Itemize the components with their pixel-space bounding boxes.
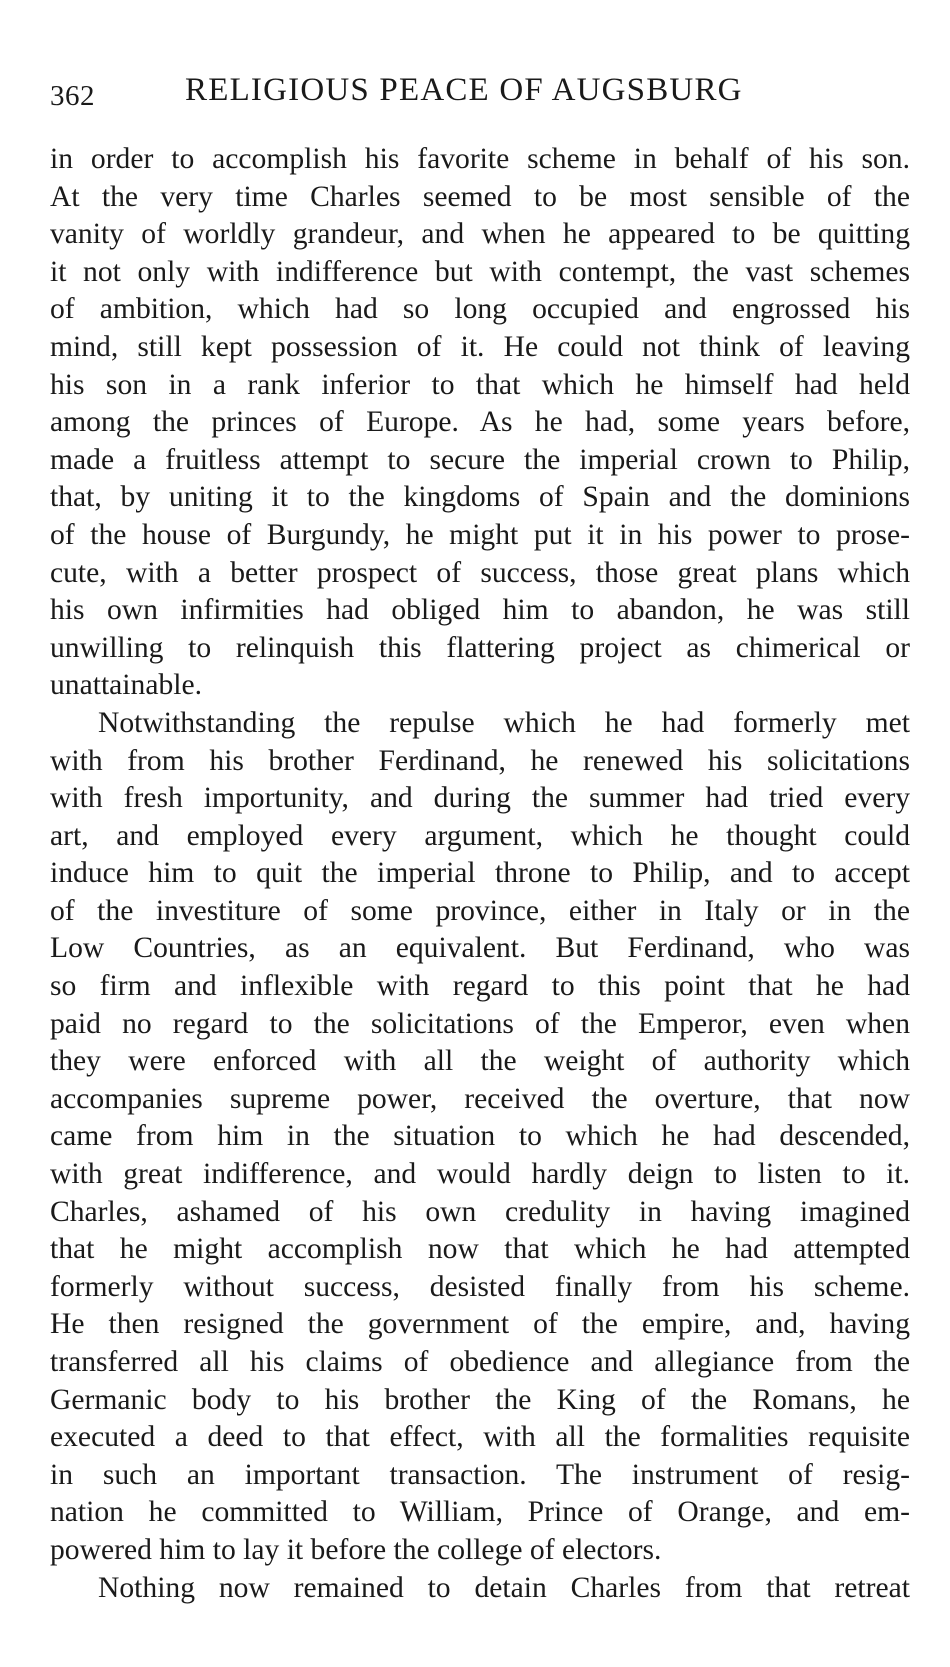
body-line: with from his brother Ferdinand, he renewed his solicitations (50, 744, 910, 777)
body-text (50, 141, 910, 1607)
body-line: of ambition, which had so long occupied and engrossed his (50, 293, 910, 326)
body-line: that he might accomplish now that which he had attempted (50, 1233, 910, 1266)
page-number: 362 (50, 80, 95, 112)
body-line: Nothing now remained to detain Charles from that retreat (98, 1571, 910, 1604)
body-line: Charles, ashamed of his own credulity in having imagined (50, 1195, 910, 1228)
body-line: in such an important transaction. The instrument of resig- (50, 1458, 910, 1491)
body-line: of the house of Burgundy, he might put it in his power to prose- (50, 518, 910, 551)
body-line: induce him to quit the imperial throne to Philip, and to accept (50, 857, 910, 890)
body-line: that, by uniting it to the kingdoms of Spain and the dominions (50, 481, 910, 514)
body-line: it not only with indifference but with contempt, the vast schemes (50, 255, 910, 288)
body-line: came from him in the situation to which he had descended, (50, 1120, 910, 1153)
body-line: unattainable. (50, 669, 203, 702)
body-line: his own infirmities had obliged him to abandon, he was still (50, 594, 910, 627)
body-line: executed a deed to that effect, with all the formalities requisite (50, 1421, 910, 1454)
body-line: art, and employed every argument, which he thought could (50, 819, 910, 852)
body-line: vanity of worldly grandeur, and when he appeared to be quitting (50, 218, 910, 251)
body-line: paid no regard to the solicitations of the Emperor, even when (50, 1007, 910, 1040)
body-line: made a fruitless attempt to secure the imperial crown to Philip, (50, 443, 910, 476)
body-line: his son in a rank inferior to that which he himself had held (50, 368, 910, 401)
body-line: transferred all his claims of obedience and allegiance from the (50, 1346, 910, 1378)
body-line: nation he committed to William, Prince of Orange, and em- (50, 1496, 910, 1529)
body-line: cute, with a better prospect of success, those great plans which (50, 556, 910, 589)
body-line: in order to accomplish his favorite scheme in behalf of his son. (50, 143, 910, 175)
body-line: they were enforced with all the weight of authority which (50, 1045, 910, 1078)
body-line: with great indifference, and would hardly deign to listen to it. (50, 1158, 910, 1191)
body-line: Notwithstanding the repulse which he had formerly met (98, 706, 910, 739)
body-line: among the princes of Europe. As he had, some years before, (50, 406, 910, 439)
body-line: of the investiture of some province, either in Italy or in the (50, 894, 910, 927)
body-line: powered him to lay it before the college of electors. (50, 1533, 662, 1566)
running-head (50, 72, 910, 122)
body-line: unwilling to relinquish this flattering project as chimerical or (50, 631, 910, 664)
body-line: so firm and inflexible with regard to this point that he had (50, 970, 910, 1003)
body-line: formerly without success, desisted finally from his scheme. (50, 1270, 910, 1303)
running-title: RELIGIOUS PEACE OF AUGSBURG (185, 72, 743, 108)
body-line: with fresh importunity, and during the summer had tried every (50, 782, 910, 815)
body-line: accompanies supreme power, received the overture, that now (50, 1082, 910, 1115)
body-line: At the very time Charles seemed to be most sensible of the (50, 180, 910, 213)
body-line: Germanic body to his brother the King of the Romans, he (50, 1383, 910, 1416)
body-line: Low Countries, as an equivalent. But Ferdinand, who was (50, 932, 910, 965)
body-line: He then resigned the government of the empire, and, having (50, 1308, 910, 1341)
body-line: mind, still kept possession of it. He could not think of leaving (50, 330, 910, 363)
